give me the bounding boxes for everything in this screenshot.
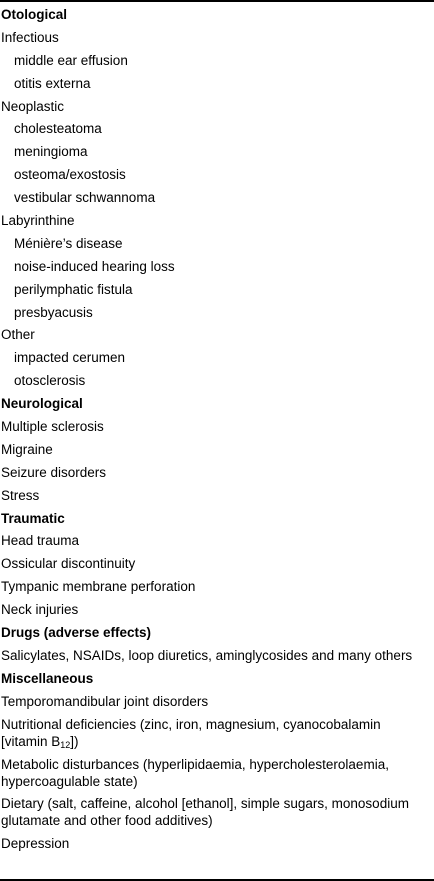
section-heading-drugs: Drugs (adverse effects) [1, 625, 152, 641]
list-item: otosclerosis [14, 373, 86, 389]
list-item: impacted cerumen [14, 350, 126, 366]
list-item: perilymphatic fistula [14, 281, 133, 297]
list-item: meningioma [14, 144, 88, 160]
list-item: Metabolic disturbances (hyperlipidaemia, hypercholesterolaemia, hypercoagulable state) [1, 756, 389, 789]
list-item-nutritional [0, 716, 434, 750]
category-labyrinthine: Labyrinthine [1, 213, 75, 229]
list-item: Head trauma [1, 533, 80, 549]
list-item: Temporomandibular joint disorders [1, 693, 209, 709]
list-item: Migraine [1, 441, 53, 457]
list-item: noise-induced hearing loss [14, 258, 175, 274]
list-item: Seizure disorders [1, 464, 107, 480]
category-neoplastic: Neoplastic [1, 98, 65, 114]
list-item: Salicylates, NSAIDs, loop diuretics, aminglycosides and many others [1, 647, 413, 663]
list-item: Dietary (salt, caffeine, alcohol [ethanol], simple sugars, monosodium glutamate and other food additives) [1, 796, 409, 829]
list-item: presbyacusis [14, 304, 93, 320]
list-item: Neck injuries [1, 602, 79, 618]
list-item: Multiple sclerosis [1, 419, 104, 435]
list-item: Ossicular discontinuity [1, 556, 136, 572]
section-heading-traumatic: Traumatic [1, 510, 65, 526]
list-item: Stress [1, 487, 40, 503]
nutritional-text: Nutritional deficiencies (zinc, iron, magnesium, cyanocobalamin [vitamin B [1, 716, 381, 749]
list-item: otitis externa [14, 75, 91, 91]
list-item: Tympanic membrane perforation [1, 579, 196, 595]
category-other: Other [1, 327, 35, 343]
category-infectious: Infectious [1, 29, 59, 45]
list-item: Ménière’s disease [14, 235, 123, 251]
list-item: vestibular schwannoma [14, 190, 156, 206]
nutritional-text-end: ]) [70, 733, 79, 749]
list-item: middle ear effusion [14, 52, 128, 68]
list-item: cholesteatoma [14, 121, 102, 137]
section-heading-miscellaneous: Miscellaneous [1, 670, 94, 686]
vitamin-subscript: 12 [60, 739, 71, 750]
section-heading-neurological: Neurological [1, 396, 83, 412]
list-item: osteoma/exostosis [14, 167, 126, 183]
list-item: Depression [1, 836, 70, 852]
section-heading-otological: Otological [1, 7, 68, 22]
